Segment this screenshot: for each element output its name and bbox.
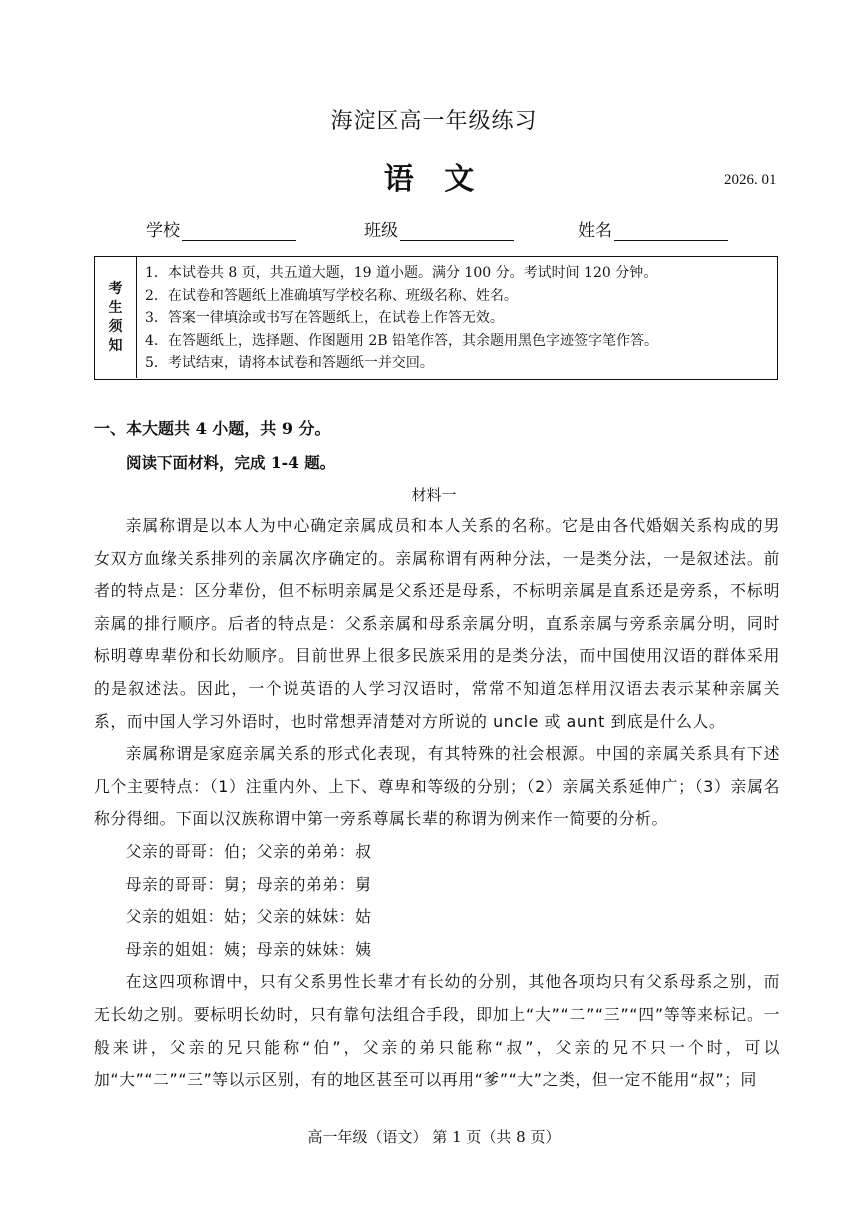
class-blank — [400, 222, 514, 241]
kinship-line: 父亲的哥哥：伯；父亲的弟弟：叔 — [125, 841, 372, 861]
class-field — [364, 216, 514, 241]
candidate-notice-box — [94, 256, 778, 380]
passage-paragraph: 亲属称谓是以本人为中心确定亲属成员和本人关系的名称。它是由各代婚姻关系构成的男女双方血缘关系排列的亲属次序确定的。亲属称谓有两种分法，一是类分法，一是叙述法。前者的特点是：区分辈份，但不标明亲属是父系还是母系，不标明亲属是直系还是旁系，不标明亲属的排行顺序。后者的特点是：父系亲属和母系亲属分明，直系亲属与旁系亲属分明，同时标明尊卑辈份和长幼顺序。目前世界上很多民族采用的是类分法，而中国使用汉语的群体采用的是叙述法。因此，一个说英语的人学习汉语时，常常不知道怎样用汉语去表示某种亲属关系，而中国人学习外语时，也时常想弄清楚对方所说的 uncle 或 aunt 到底是什么人。 — [94, 516, 780, 731]
name-field — [578, 216, 728, 241]
subject-title: 语 文 — [383, 162, 485, 197]
notice-item: 1．本试卷共 8 页，共五道大题，19 道小题。满分 100 分。考试时间 120 分钟。 — [145, 265, 658, 281]
kinship-line: 父亲的姐姐：姑；父亲的妹妹：姑 — [125, 907, 372, 927]
kinship-line: 母亲的哥哥：舅；母亲的弟弟：舅 — [125, 874, 372, 894]
exam-date: 2026. 01 — [724, 172, 777, 188]
notice-item: 3．答案一律填涂或书写在答题纸上，在试卷上作答无效。 — [145, 310, 504, 327]
notice-item: 4．在答题纸上，选择题、作图题用 2B 铅笔作答，其余题用黑色字迹签字笔作答。 — [145, 332, 659, 349]
material-title: 材料一 — [411, 486, 457, 504]
passage — [94, 510, 780, 1097]
school-blank — [182, 222, 296, 241]
notice-item: 2．在试卷和答题纸上准确填写学校名称、班级名称、姓名。 — [145, 287, 518, 304]
school-label: 学校 — [146, 221, 180, 241]
notice-item: 5．考试结束，请将本试卷和答题纸一并交回。 — [145, 355, 434, 372]
passage-paragraph: 在这四项称谓中，只有父系男性长辈才有长幼的分别，其他各项均只有父系母系之别，而无长幼之别。要标明长幼时，只有靠句法组合手段，即加上“大”“二”“三”“四”等等来标记。一般来讲，父亲的兄只能称“伯”，父亲的弟只能称“叔”，父亲的兄不只一个时，可以加“大”“二”“三”等以示区别，有的地区甚至可以再用“爹”“大”之类，但一定不能用“叔”；同 — [94, 972, 780, 1090]
school-field — [146, 216, 296, 241]
notice-label: 考 生 须 知 — [95, 257, 137, 378]
class-label: 班级 — [364, 221, 398, 241]
section-heading: 一、本大题共 4 小题，共 9 分。 — [94, 419, 331, 438]
reading-instruction: 阅读下面材料，完成 1-4 题。 — [126, 453, 336, 472]
exam-title: 海淀区高一年级练习 — [330, 109, 538, 134]
passage-paragraph: 亲属称谓是家庭亲属关系的形式化表现，有其特殊的社会根源。中国的亲属关系具有下述几个主要特点：（1）注重内外、上下、尊卑和等级的分别；（2）亲属关系延伸广；（3）亲属名称分得细。下面以汉族称谓中第一旁系尊属长辈的称谓为例来作一简要的分析。 — [94, 744, 780, 829]
name-blank — [614, 222, 728, 241]
notice-items — [145, 262, 771, 375]
kinship-line: 母亲的姐姐：姨；母亲的妹妹：姨 — [125, 939, 372, 959]
name-label: 姓名 — [578, 221, 612, 241]
page-footer: 高一年级（语文） 第 1 页（共 8 页） — [307, 1128, 561, 1146]
